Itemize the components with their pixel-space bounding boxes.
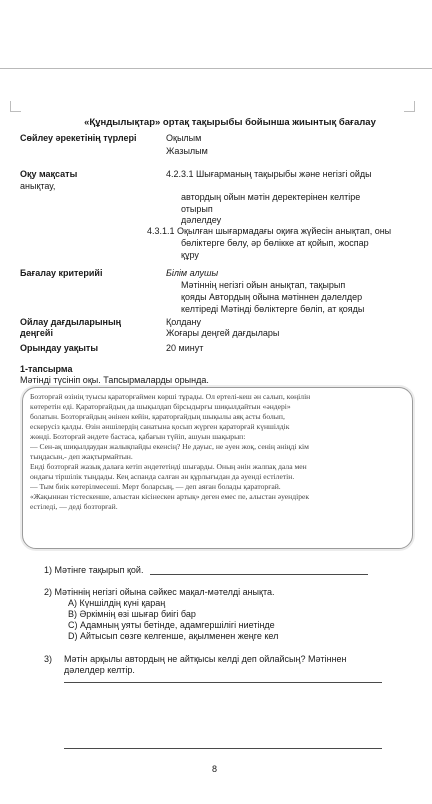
goal-3-line-3: құру bbox=[181, 250, 199, 260]
criteria-3: келтіреді Мәтінді бөліктерге бөліп, ат қояды bbox=[181, 304, 365, 314]
goal-3-line-1: 4.3.1.1 Оқылған шығармадағы оқиға жүйесін анықтап, оны bbox=[147, 226, 392, 236]
goal-2-line-3: дәлелдеу bbox=[181, 215, 222, 225]
learning-goal-label-2: анықтау, bbox=[20, 181, 56, 191]
option-d[interactable]: D) Айтысып сөзге келгенше, ақылменен жеңге кел bbox=[68, 631, 279, 641]
level-2: Жоғары деңгей дағдылары bbox=[166, 328, 280, 338]
criteria-label: Бағалау критерийі bbox=[20, 268, 103, 278]
question-3-answer-line-2[interactable] bbox=[64, 748, 382, 749]
text-line: көтеретін еді. Қараторғайдың да шықылдап бірсыдырғы шиқылдайтын «әндері» bbox=[30, 402, 291, 411]
page-number: 8 bbox=[212, 764, 218, 774]
option-a[interactable]: А) Күншілдің күні қараң bbox=[68, 598, 166, 608]
goal-3-line-2: бөліктерге бөлу, әр бөлікке ат қойып, жоспар bbox=[181, 238, 369, 248]
thinking-levels-label-2: деңгейі bbox=[20, 328, 53, 338]
criteria-head: Білім алушы bbox=[166, 268, 219, 278]
option-c[interactable]: С) Адамның уяты бетінде, адамгершілігі ниетінде bbox=[68, 620, 275, 630]
page-title: «Құндылықтар» ортақ тақырыбы бойынша жиынтық бағалау bbox=[84, 117, 376, 128]
speech-value-writing: Жазылым bbox=[166, 146, 208, 156]
text-line: Бозторғай өзінің туысы қараторғаймен көрші тұрады. Ол ертелі-кеш ән салып, көңілін bbox=[30, 392, 311, 401]
goal-2-line-1: автордың ойын мәтін деректерінен келтіре bbox=[181, 192, 361, 202]
option-b[interactable]: В) Әркімнің өзі шығар биігі бар bbox=[68, 609, 196, 619]
question-2: 2) Мәтіннің негізгі ойына сәйкес мақал-мәтелді анықта. bbox=[44, 587, 275, 597]
text-line: — Тым биік көтерілмесеші. Мерт боларсың, — деп аяған болады қараторғай. bbox=[30, 482, 281, 491]
learning-goal-label: Оқу мақсаты bbox=[20, 169, 78, 179]
level-1: Қолдану bbox=[166, 317, 202, 327]
text-line: жөнді. Бозторғай әндете бастаса, қабағын түйіп, ашуын шақырып: bbox=[30, 432, 246, 441]
text-line: естіледі, — деді бозторғай. bbox=[30, 502, 118, 511]
goal-2-line-2: отырып bbox=[181, 204, 213, 214]
question-1-answer-line[interactable] bbox=[150, 574, 368, 575]
text-line: ондағы тіршілік тыңдады. Кең аспанда салған ән құрлығыдан да әуенді естілетін. bbox=[30, 472, 295, 481]
time-label: Орындау уақыты bbox=[20, 343, 99, 353]
speech-value-reading: Оқылым bbox=[166, 133, 202, 143]
question-3-answer-line-1[interactable] bbox=[64, 682, 382, 683]
criteria-2: қояды Автордың ойына мәтіннен дәлелдер bbox=[181, 292, 363, 302]
question-3-line-2: дәлелдер келтір. bbox=[64, 665, 135, 675]
task-instruction: Мәтінді түсініп оқы. Тапсырмаларды орында. bbox=[20, 375, 209, 385]
text-line: Енді бозторғай жазық далаға кетіп әндететінді шығарды. Оның әнін жалпақ дала мен bbox=[30, 462, 307, 471]
criteria-1: Мәтіннің негізгі ойын анықтап, тақырып bbox=[181, 280, 346, 290]
thinking-levels-label: Ойлау дағдыларының bbox=[20, 317, 122, 327]
text-line: тыңдасын,- деп жақтырмайтын. bbox=[30, 452, 133, 461]
page-corner-left bbox=[10, 101, 21, 112]
question-3-number: 3) bbox=[44, 654, 53, 664]
text-line: болатын. Бозторғайдың әнінен кейін, қараторғайдың шықылы аяқ асты болып, bbox=[30, 412, 285, 421]
text-line: — Сен-ақ шиқылдаудан жалықпайды екенсің? Не дауыс, не әуен жоқ, сенің әніңді кім bbox=[30, 442, 309, 451]
top-separator bbox=[0, 68, 432, 69]
time-value: 20 минут bbox=[166, 343, 204, 353]
question-1: 1) Мәтінге тақырып қой. bbox=[44, 565, 144, 575]
text-line: ескерусіз қалды. Өзін әншілердің санатына қосып жүрген қараторғай күншілдік bbox=[30, 422, 290, 431]
speech-types-label: Сөйлеу әрекетінің түрлері bbox=[20, 133, 137, 143]
goal-1: 4.2.3.1 Шығарманың тақырыбы және негізгі ойды bbox=[166, 169, 372, 179]
question-3-line-1: Мәтін арқылы автордың не айтқысы келді деп ойлайсың? Мәтіннен bbox=[64, 654, 347, 664]
page-corner-right bbox=[404, 101, 415, 112]
task-title: 1-тапсырма bbox=[20, 364, 73, 374]
text-line: «Жақыннан тістескенше, алыстан кісінескен артық» деген емес пе, алыстан әуендірек bbox=[30, 492, 310, 501]
